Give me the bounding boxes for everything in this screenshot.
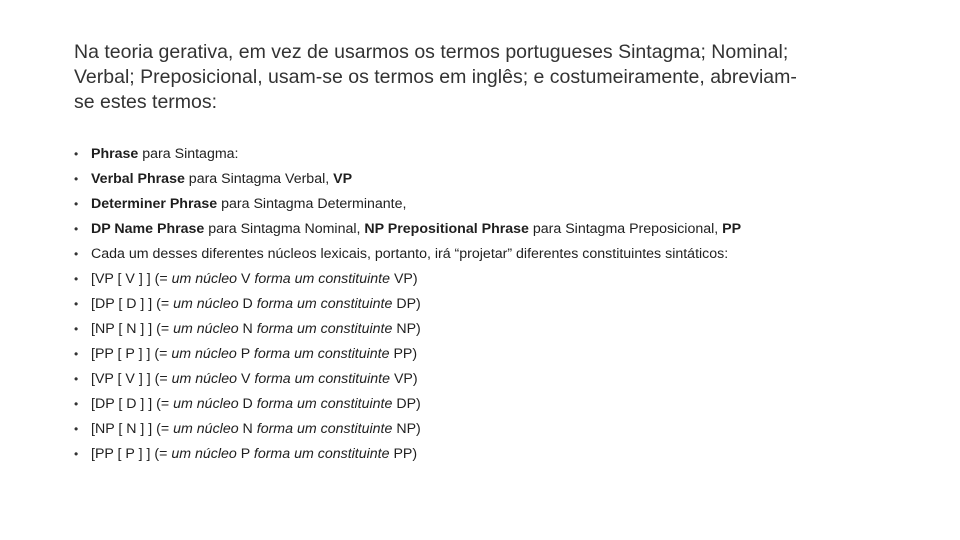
text-run: PP) bbox=[389, 346, 418, 362]
italic-text: um núcleo bbox=[171, 346, 237, 362]
italic-text: forma um constituinte bbox=[254, 371, 391, 387]
italic-text: um núcleo bbox=[173, 321, 239, 337]
italic-text: um núcleo bbox=[173, 421, 239, 437]
italic-text: um núcleo bbox=[173, 296, 239, 312]
text-run: V bbox=[237, 371, 255, 387]
text-run: [PP [ P ] ] (= bbox=[91, 346, 172, 362]
list-item bbox=[74, 242, 934, 267]
italic-text: forma um constituinte bbox=[256, 421, 393, 437]
list-item bbox=[74, 292, 934, 317]
bold-term: PP bbox=[722, 221, 742, 237]
text-run: [VP [ V ] ] (= bbox=[91, 371, 172, 387]
list-item bbox=[74, 142, 934, 167]
bullet-dot: • bbox=[74, 247, 79, 261]
list-item-text bbox=[91, 442, 417, 467]
list-item-text bbox=[91, 242, 728, 267]
text-run: [DP [ D ] ] (= bbox=[91, 296, 174, 312]
italic-text: um núcleo bbox=[173, 396, 239, 412]
list-item bbox=[74, 392, 934, 417]
bullet-dot: • bbox=[74, 397, 79, 411]
list-item bbox=[74, 267, 934, 292]
bold-term: DP Name Phrase bbox=[91, 221, 205, 237]
text-run: PP) bbox=[389, 446, 418, 462]
bold-term: NP Prepositional Phrase bbox=[364, 221, 529, 237]
list-item-text bbox=[91, 417, 421, 442]
text-run: D bbox=[238, 296, 257, 312]
text-run: para Sintagma Verbal, bbox=[184, 171, 334, 187]
text-run: DP) bbox=[392, 296, 421, 312]
bullet-dot: • bbox=[74, 422, 79, 436]
list-item-text bbox=[91, 192, 406, 217]
list-item bbox=[74, 217, 934, 242]
italic-text: um núcleo bbox=[171, 371, 238, 387]
bold-term: Determiner Phrase bbox=[91, 196, 218, 212]
bullet-dot: • bbox=[74, 172, 79, 186]
list-item-text bbox=[91, 167, 352, 192]
list-item bbox=[74, 367, 934, 392]
text-run: NP) bbox=[392, 421, 421, 437]
list-item-text bbox=[91, 217, 741, 242]
text-run: V bbox=[237, 271, 255, 287]
bullet-dot: • bbox=[74, 372, 79, 386]
bullet-dot: • bbox=[74, 447, 79, 461]
list-item-text bbox=[91, 392, 421, 417]
list-item bbox=[74, 417, 934, 442]
bullet-dot: • bbox=[74, 197, 79, 211]
bullet-list bbox=[74, 142, 934, 467]
list-item bbox=[74, 192, 934, 217]
bold-term: VP bbox=[333, 171, 353, 187]
text-run: para Sintagma Nominal, bbox=[204, 221, 365, 237]
text-run: VP) bbox=[390, 271, 418, 287]
text-run: [DP [ D ] ] (= bbox=[91, 396, 174, 412]
italic-text: forma um constituinte bbox=[254, 271, 391, 287]
bold-term: Phrase bbox=[91, 146, 139, 162]
text-run: Cada um desses diferentes núcleos lexicais, portanto, irá “projetar” diferentes constituintes sintáticos: bbox=[91, 246, 729, 262]
intro-line: Na teoria gerativa, em vez de usarmos os termos portugueses Sintagma; Nominal; bbox=[74, 41, 789, 63]
list-item bbox=[74, 167, 934, 192]
bullet-dot: • bbox=[74, 272, 79, 286]
bullet-dot: • bbox=[74, 297, 79, 311]
text-run: para Sintagma Determinante, bbox=[217, 196, 407, 212]
text-run: [VP [ V ] ] (= bbox=[91, 271, 172, 287]
text-run: NP) bbox=[392, 321, 421, 337]
list-item bbox=[74, 442, 934, 467]
list-item-text bbox=[91, 142, 239, 167]
text-run: P bbox=[236, 346, 254, 362]
list-item bbox=[74, 342, 934, 367]
italic-text: forma um constituinte bbox=[256, 296, 393, 312]
bullet-dot: • bbox=[74, 347, 79, 361]
italic-text: forma um constituinte bbox=[253, 446, 390, 462]
list-item-text bbox=[91, 292, 421, 317]
bullet-dot: • bbox=[74, 322, 79, 336]
italic-text: forma um constituinte bbox=[256, 321, 393, 337]
text-run: D bbox=[238, 396, 257, 412]
list-item-text bbox=[91, 317, 421, 342]
list-item-text bbox=[91, 342, 417, 367]
intro-line: Verbal; Preposicional, usam-se os termos em inglês; e costumeiramente, abreviam- bbox=[74, 66, 797, 88]
text-run: N bbox=[238, 421, 257, 437]
text-run: para Sintagma: bbox=[138, 146, 239, 162]
text-run: N bbox=[238, 321, 257, 337]
intro-line: se estes termos: bbox=[74, 91, 218, 113]
text-run: [NP [ N ] ] (= bbox=[91, 421, 174, 437]
intro-paragraph bbox=[74, 40, 894, 115]
italic-text: forma um constituinte bbox=[253, 346, 390, 362]
text-run: P bbox=[236, 446, 254, 462]
list-item bbox=[74, 317, 934, 342]
text-run: VP) bbox=[390, 371, 418, 387]
italic-text: forma um constituinte bbox=[256, 396, 393, 412]
text-run: [NP [ N ] ] (= bbox=[91, 321, 174, 337]
text-run: DP) bbox=[392, 396, 421, 412]
list-item-text bbox=[91, 367, 418, 392]
italic-text: um núcleo bbox=[171, 446, 237, 462]
text-run: para Sintagma Preposicional, bbox=[528, 221, 723, 237]
bold-term: Verbal Phrase bbox=[91, 171, 185, 187]
bullet-dot: • bbox=[74, 222, 79, 236]
bullet-dot: • bbox=[74, 147, 79, 161]
italic-text: um núcleo bbox=[171, 271, 238, 287]
list-item-text bbox=[91, 267, 418, 292]
text-run: [PP [ P ] ] (= bbox=[91, 446, 172, 462]
